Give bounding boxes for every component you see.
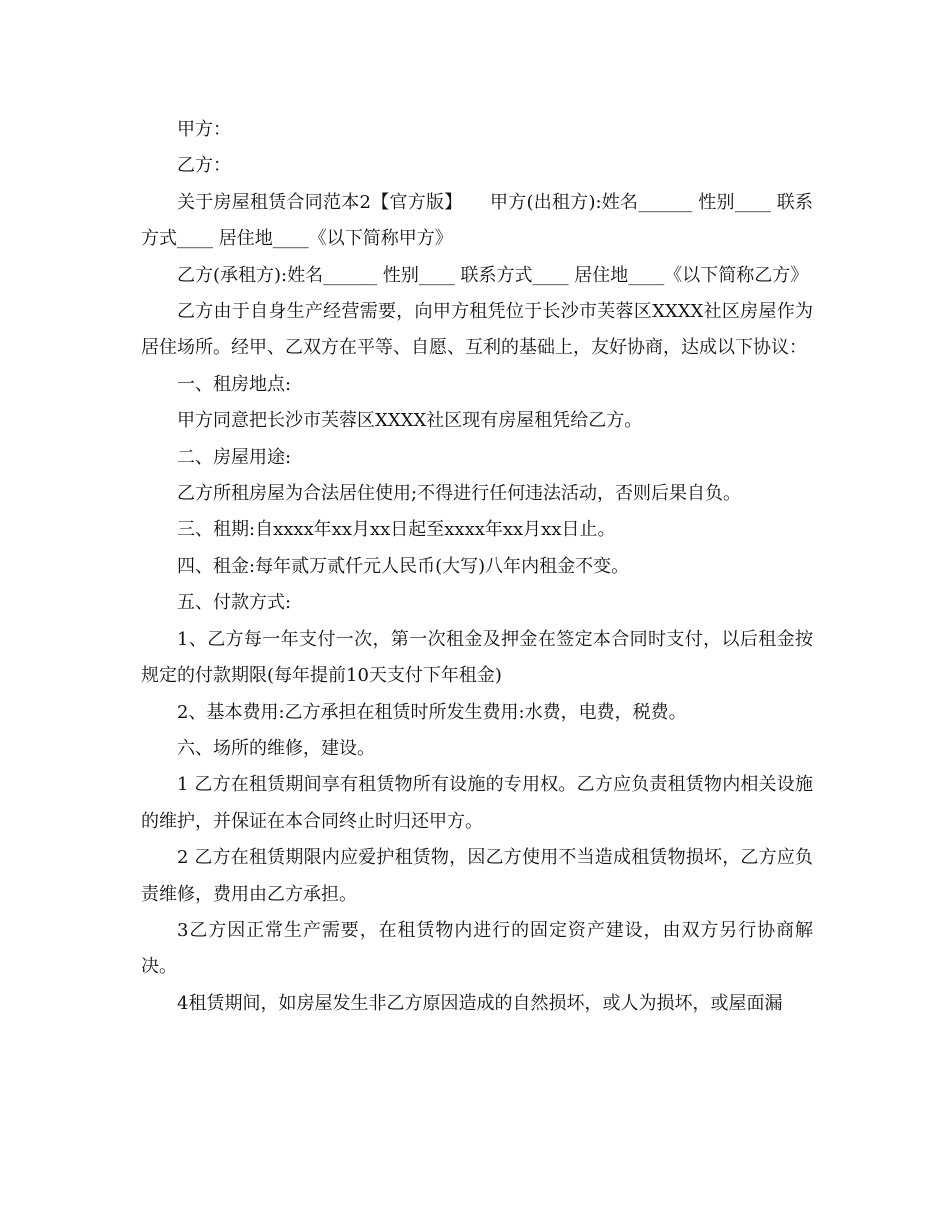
location-paragraph: 甲方同意把长沙市芙蓉区XXXX社区现有房屋租凭给乙方。 [177, 410, 643, 432]
section-heading-location: 一、租房地点: [177, 373, 292, 395]
section-heading-maintenance: 六、场所的维修，建设。 [177, 737, 375, 759]
payment-clause-2: 2、基本费用:乙方承担在租赁时所发生费用:水费，电费，税费。 [177, 701, 687, 723]
intro-paragraph: 乙方由于自身生产经营需要，向甲方租凭位于长沙市芙蓉区XXXX社区房屋作为居住场所。经甲、乙双方在平等、自愿、互利的基础上，友好协商，达成以下协议： [141, 301, 813, 359]
maintenance-clause-2: 2 乙方在租赁期限内应爱护租赁物，因乙方使用不当造成租赁物损坏，乙方应负责维修，费用由乙方承担。 [141, 847, 813, 905]
contract-body [141, 112, 813, 1022]
term-paragraph: 三、租期:自xxxx年xx月xx日起至xxxx年xx月xx日止。 [177, 519, 616, 541]
contract-title-paragraph: 关于房屋租赁合同范本2【官方版】 甲方(出租方):姓名______ 性别____ 联系方式____ 居住地____《以下简称甲方》 [141, 191, 813, 250]
section-heading-usage: 二、房屋用途: [177, 446, 292, 468]
party-a-line: 甲方： [177, 119, 231, 140]
rent-paragraph: 四、租金:每年贰万贰仟元人民币(大写)八年内租金不变。 [177, 555, 630, 577]
payment-clause-1: 1、乙方每一年支付一次，第一次租金及押金在签定本合同时支付，以后租金按规定的付款期限(每年提前10天支付下年租金) [141, 628, 813, 687]
lessee-info-paragraph: 乙方(承租方):姓名______ 性别____ 联系方式____ 居住地____《以下简称乙方》 [177, 264, 809, 286]
maintenance-clause-3: 3乙方因正常生产需要，在租赁物内进行的固定资产建设，由双方另行协商解决。 [141, 919, 813, 978]
usage-paragraph: 乙方所租房屋为合法居住使用;不得进行任何违法活动，否则后果自负。 [177, 483, 742, 505]
maintenance-clause-1: 1 乙方在租赁期间享有租赁物所有设施的专用权。乙方应负责租赁物内相关设施的维护，并保证在本合同终止时归还甲方。 [141, 774, 813, 832]
party-b-line: 乙方： [177, 155, 231, 177]
section-heading-payment: 五、付款方式: [177, 592, 292, 614]
maintenance-clause-4: 4租赁期间，如房屋发生非乙方原因造成的自然损坏，或人为损坏，或屋面漏 [177, 992, 783, 1014]
